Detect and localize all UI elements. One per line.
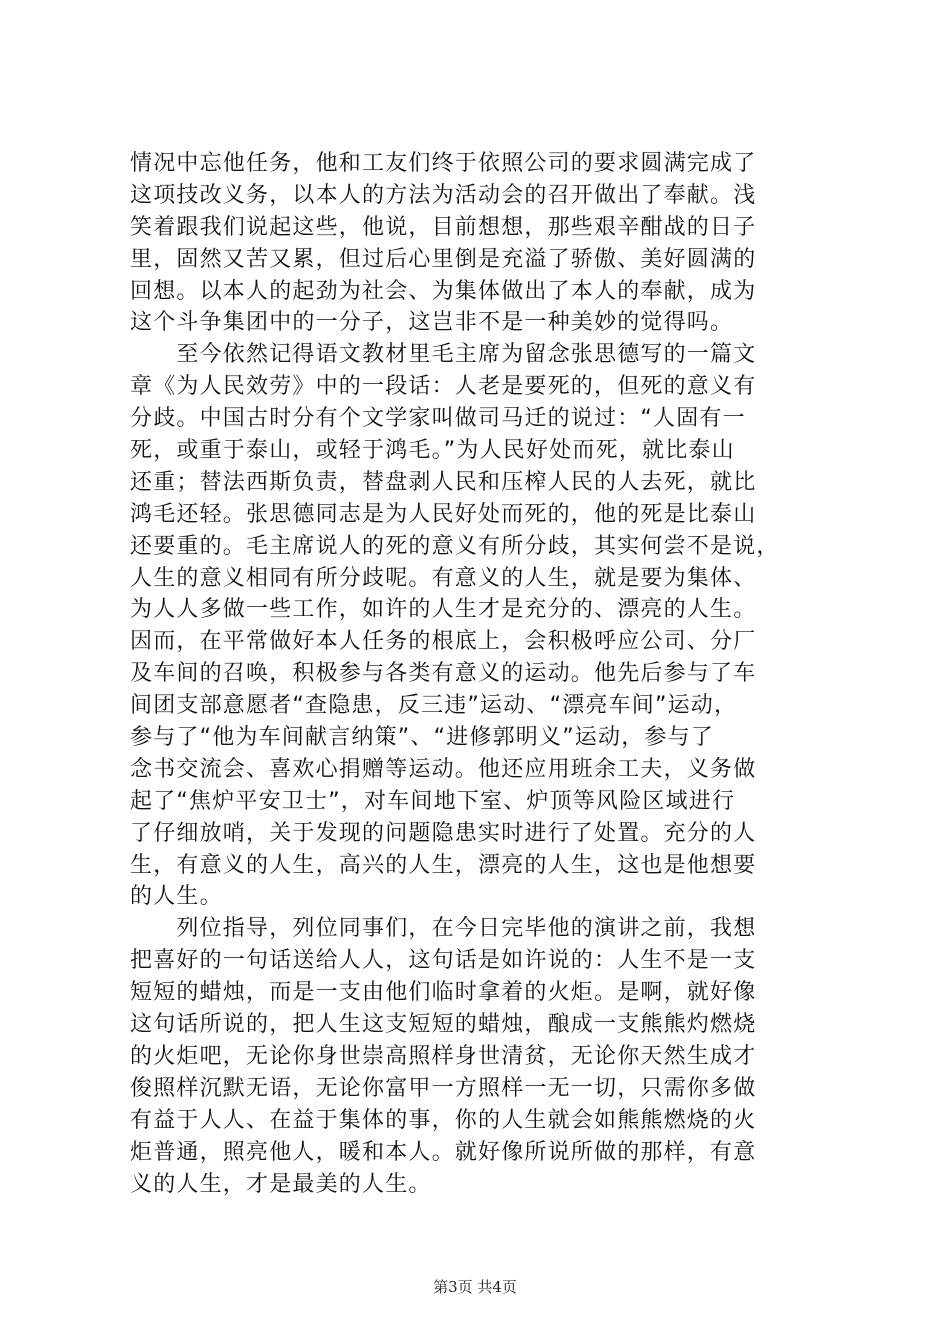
text-line: 了仔细放哨，关于发现的问题隐患实时进行了处置。充分的人 [130, 820, 757, 846]
text-line: 这句话所说的，把人生这支短短的蜡烛，酿成一支熊熊灼燃烧 [130, 1012, 757, 1038]
text-line: 短短的蜡烛，而是一支由他们临时拿着的火炬。是啊，就好像 [130, 980, 757, 1006]
text-line: 及车间的召唤，积极参与各类有意义的运动。他先后参与了车 [130, 661, 757, 687]
text-line: 起了“焦炉平安卫士”，对车间地下室、炉顶等风险区域进行 [130, 788, 736, 814]
text-line: 死，或重于泰山，或轻于鸿毛。”为人民好处而死，就比泰山 [130, 438, 735, 464]
text-line: 有益于人人、在益于集体的事，你的人生就会如熊熊燃烧的火 [130, 1107, 757, 1133]
body-text [130, 148, 830, 1200]
text-line: 把喜好的一句话送给人人，这句话是如许说的：人生不是一支 [130, 948, 757, 974]
text-line: 章《为人民效劳》中的一段话：人老是要死的，但死的意义有 [130, 374, 757, 400]
text-line: 念书交流会、喜欢心捐赠等运动。他还应用班余工夫，义务做 [130, 756, 757, 782]
text-line: 还重；替法西斯负责，替盘剥人民和压榨人民的人去死，就比 [130, 469, 757, 495]
text-line: 为人人多做一些工作，如许的人生才是充分的、漂亮的人生。 [130, 597, 757, 623]
text-line: 因而，在平常做好本人任务的根底上，会积极呼应公司、分厂 [130, 629, 757, 655]
text-line: 参与了“他为车间献言纳策”、“进修郭明义”运动，参与了 [130, 725, 714, 751]
text-line: 回想。以本人的起劲为社会、为集体做出了本人的奉献，成为 [130, 278, 757, 304]
text-line: 的人生。 [130, 884, 223, 910]
text-line: 这个斗争集团中的一分子，这岂非不是一种美妙的觉得吗。 [130, 310, 734, 336]
text-line: 间团支部意愿者“查隐患，反三违”运动、“漂亮车间”运动， [130, 693, 738, 719]
text-line: 的火炬吧，无论你身世崇高照样身世清贫，无论你天然生成才 [130, 1043, 757, 1069]
text-line: 这项技改义务，以本人的方法为活动会的召开做出了奉献。浅 [130, 182, 757, 208]
text-line: 俊照样沉默无语，无论你富甲一方照样一无一切，只需你多做 [130, 1075, 757, 1101]
text-line: 笑着跟我们说起这些，他说，目前想想，那些艰辛酣战的日子 [130, 214, 757, 240]
text-line: 列位指导，列位同事们，在今日完毕他的演讲之前，我想 [130, 916, 757, 942]
page-footer: 第3页 共4页 [433, 1278, 517, 1296]
text-line: 至今依然记得语文教材里毛主席为留念张思德写的一篇文 [130, 342, 757, 368]
text-line: 分歧。中国古时分有个文学家叫做司马迁的说过：“人固有一 [130, 406, 746, 432]
text-line: 里，固然又苦又累，但过后心里倒是充溢了骄傲、美好圆满的 [130, 246, 757, 272]
text-line: 人生的意义相同有所分歧呢。有意义的人生，就是要为集体、 [130, 565, 757, 591]
text-line: 情况中忘他任务，他和工友们终于依照公司的要求圆满完成了 [130, 151, 757, 176]
text-line: 鸿毛还轻。张思德同志是为人民好处而死的，他的死是比泰山 [130, 501, 757, 527]
text-line: 炬普通，照亮他人，暖和本人。就好像所说所做的那样，有意 [130, 1139, 757, 1165]
text-line: 义的人生，才是最美的人生。 [130, 1171, 432, 1197]
text-line: 生，有意义的人生，高兴的人生，漂亮的人生，这也是他想要 [130, 852, 757, 878]
text-line: 还要重的。毛主席说人的死的意义有所分歧，其实何尝不是说， [130, 533, 780, 559]
